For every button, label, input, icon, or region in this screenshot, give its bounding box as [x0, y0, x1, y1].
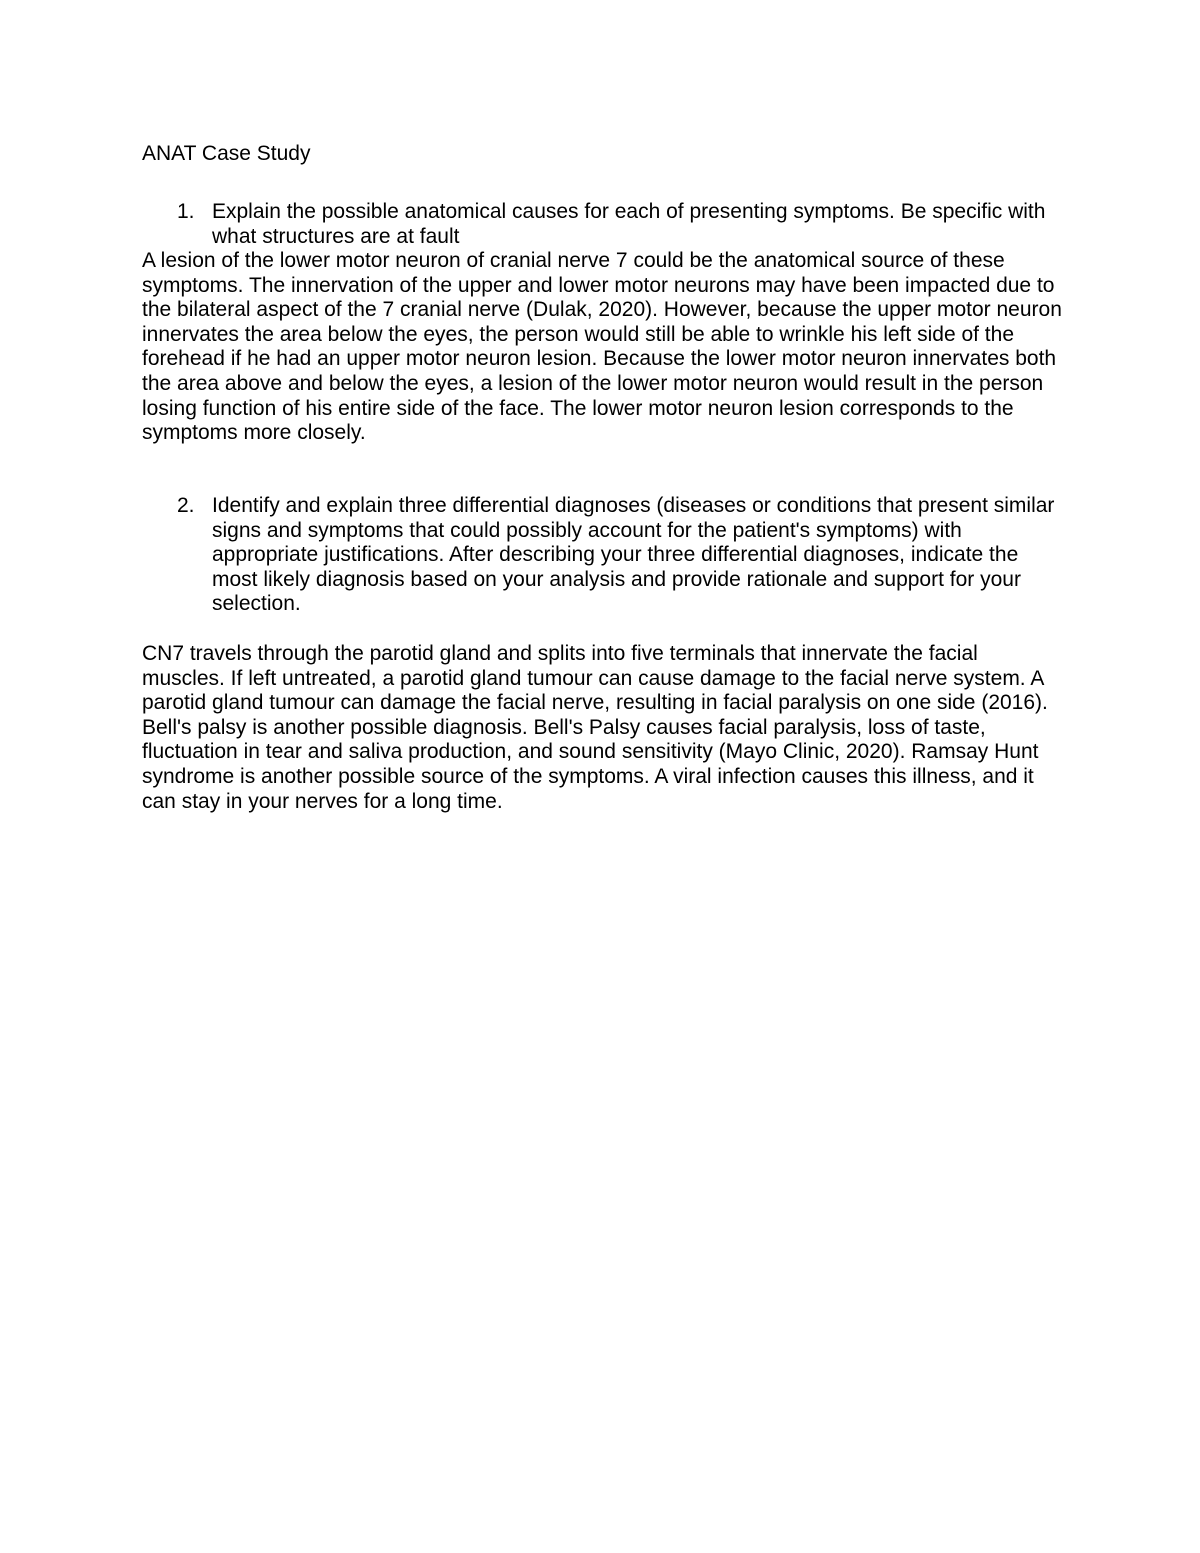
- question-text-2: Identify and explain three differential diagnoses (diseases or conditions that present similar signs and symptoms that could possibly account for the patient's symptoms) with appropriate justifications. After describing your three differential diagnoses, indicate the most likely diagnosis based on your analysis and provide rationale and support for your selection.: [212, 494, 1055, 616]
- question-number-1: 1.: [177, 200, 195, 223]
- answer-paragraph-1: A lesion of the lower motor neuron of cranial nerve 7 could be the anatomical source of these symptoms. The innervation of the upper and lower motor neurons may have been impacted due to the bilateral aspect of the 7 cranial nerve (Dulak, 2020). However, because the upper motor neuron innervates the area below the eyes, the person would still be able to wrinkle his left side of the forehead if he had an upper motor neuron lesion. Because the lower motor neuron innervates both the area above and below the eyes, a lesion of the lower motor neuron would result in the person losing function of his entire side of the face. The lower motor neuron lesion corresponds to the symptoms more closely.: [142, 249, 1062, 445]
- question-item-2: [142, 494, 1062, 619]
- question-text-1: Explain the possible anatomical causes for each of presenting symptoms. Be specific with what structures are at fault: [212, 200, 1046, 248]
- question-item-1: [142, 200, 1062, 250]
- answer-paragraph-2: CN7 travels through the parotid gland and splits into five terminals that innervate the facial muscles. If left untreated, a parotid gland tumour can cause damage to the facial nerve system. A parotid gland tumour can damage the facial nerve, resulting in facial paralysis on one side (2016). Bell's palsy is another possible diagnosis. Bell's Palsy causes facial paralysis, loss of taste, fluctuation in tear and saliva production, and sound sensitivity (Mayo Clinic, 2020). Ramsay Hunt syndrome is another possible source of the symptoms. A viral infection causes this illness, and it can stay in your nerves for a long time.: [142, 642, 1048, 813]
- question-number-2: 2.: [177, 494, 195, 517]
- document-title: ANAT Case Study: [142, 142, 311, 165]
